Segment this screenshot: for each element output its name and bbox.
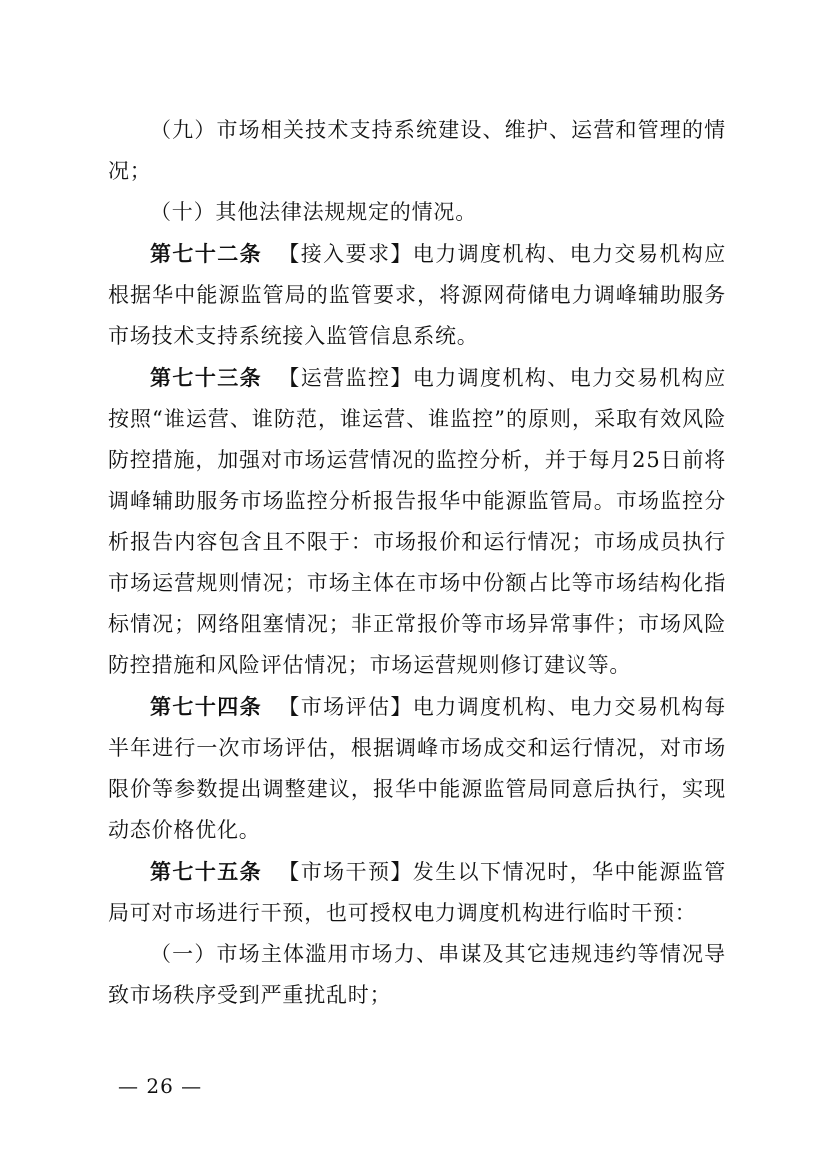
article-72 bbox=[108, 233, 726, 357]
article-75 bbox=[108, 851, 726, 934]
article-74 bbox=[108, 686, 726, 851]
article-number: 第七十四条 bbox=[150, 694, 263, 719]
body-text bbox=[108, 110, 726, 1016]
item-one: （一）市场主体滥用市场力、串谋及其它违规违约等情况导致市场秩序受到严重扰乱时； bbox=[108, 942, 726, 1007]
article-73 bbox=[108, 357, 726, 686]
article-number: 第七十二条 bbox=[150, 241, 263, 266]
article-number: 第七十三条 bbox=[150, 365, 263, 390]
article-body: 【运营监控】电力调度机构、电力交易机构应按照“谁运营、谁防范，谁运营、谁监控”的原则，采取有效风险防控措施，加强对市场运营情况的监控分析，并于每月25日前将调峰辅助服务市场监控分析报告报华中能源监管局。市场监控分析报告内容包含且不限于：市场报价和运行情况；市场成员执行市场运营规则情况；市场主体在市场中份额占比等市场结构化指标情况；网络阻塞情况；非正常报价等市场异常事件；市场风险防控措施和风险评估情况；市场运营规则修订建议等。 bbox=[108, 366, 727, 677]
article-body: 【接入要求】电力调度机构、电力交易机构应根据华中能源监管局的监管要求，将源网荷储电力调峰辅助服务市场技术支持系统接入监管信息系统。 bbox=[108, 242, 727, 348]
article-body: 【市场干预】发生以下情况时，华中能源监管局可对市场进行干预，也可授权电力调度机构进行临时干预： bbox=[108, 860, 727, 925]
item-nine: （九）市场相关技术支持系统建设、维护、运营和管理的情况； bbox=[108, 118, 726, 183]
item-ten: （十）其他法律法规规定的情况。 bbox=[150, 200, 477, 224]
page-number: — 26 — bbox=[118, 1074, 203, 1098]
article-body: 【市场评估】电力调度机构、电力交易机构每半年进行一次市场评估，根据调峰市场成交和运行情况，对市场限价等参数提出调整建议，报华中能源监管局同意后执行，实现动态价格优化。 bbox=[108, 695, 727, 842]
article-number: 第七十五条 bbox=[150, 859, 263, 884]
